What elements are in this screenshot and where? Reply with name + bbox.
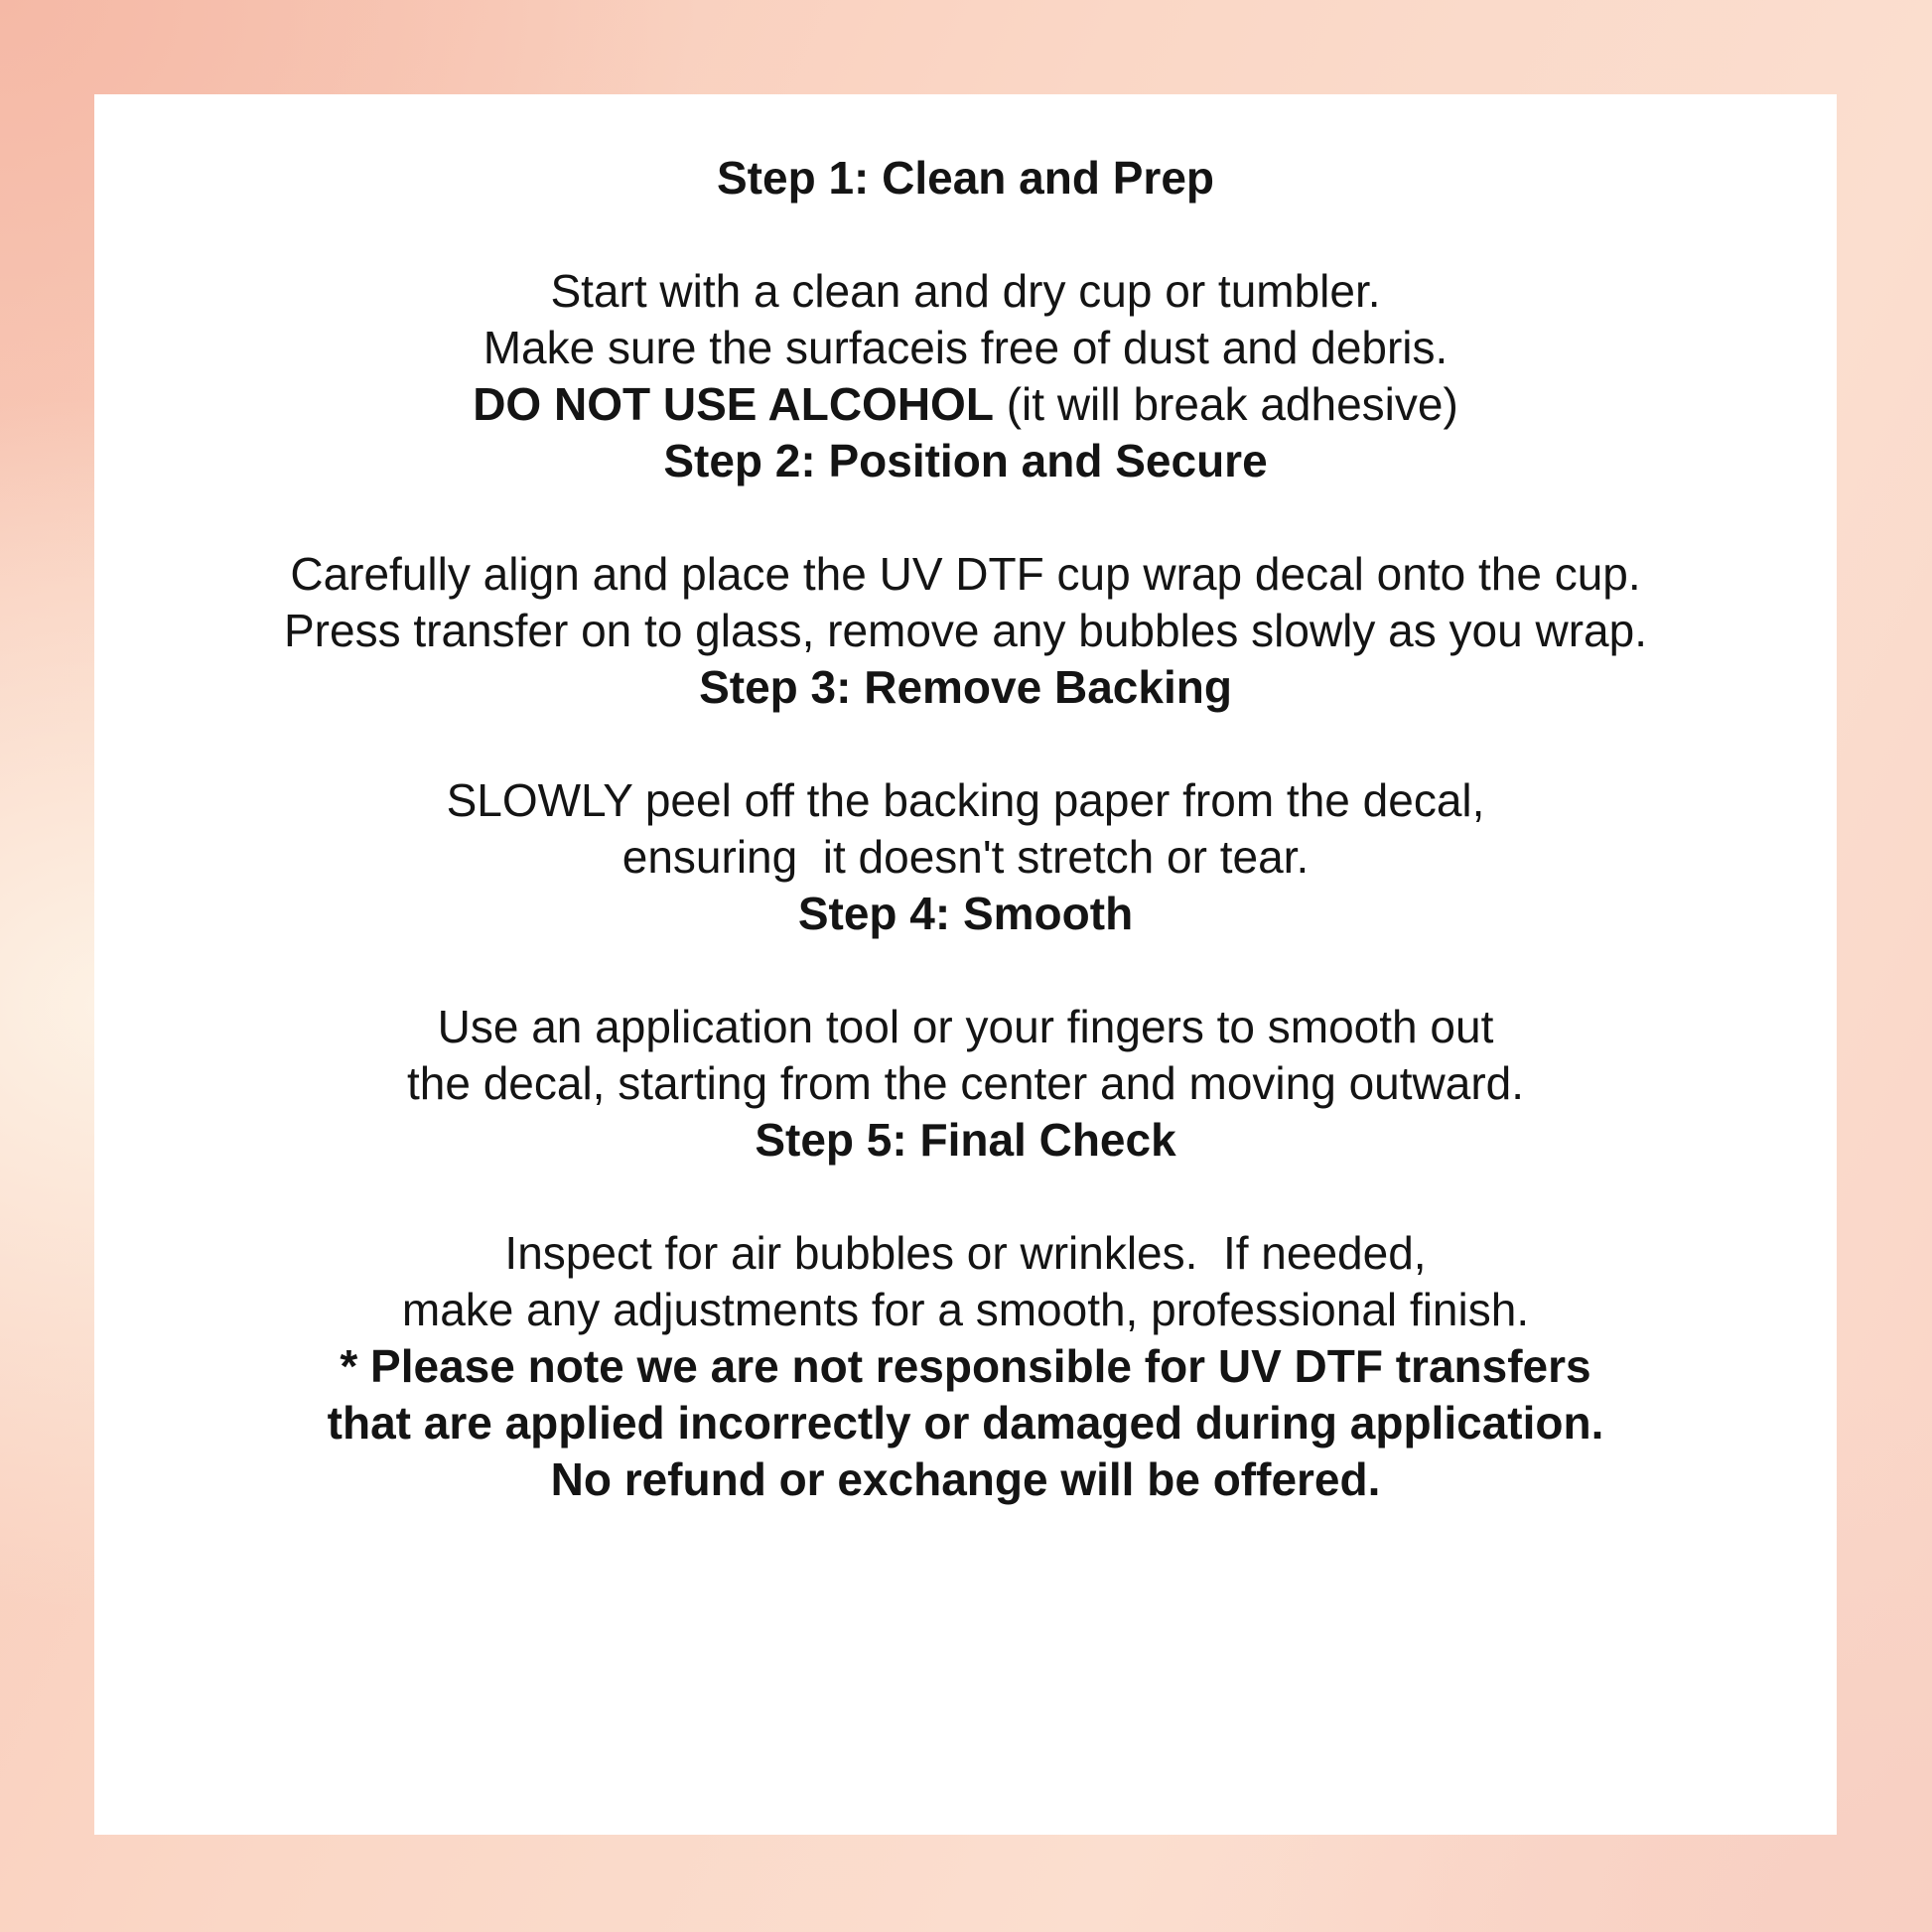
- instruction-line: Make sure the surfaceis free of dust and debris.: [483, 322, 1449, 373]
- step-5-body: [94, 1225, 1837, 1338]
- step-4-heading: Step 4: Smooth: [797, 888, 1134, 939]
- disclaimer-line: * Please note we are not responsible for UV DTF transfers: [340, 1340, 1591, 1392]
- step-1-heading: Step 1: Clean and Prep: [716, 152, 1214, 204]
- instruction-line: Inspect for air bubbles or wrinkles. If needed,: [504, 1227, 1427, 1279]
- alcohol-warning-bold: DO NOT USE ALCOHOL: [473, 378, 994, 430]
- instruction-line: the decal, starting from the center and moving outward.: [406, 1057, 1525, 1109]
- instruction-line: SLOWLY peel off the backing paper from the decal,: [446, 774, 1485, 826]
- disclaimer: [94, 1338, 1837, 1508]
- disclaimer-line: No refund or exchange will be offered.: [550, 1453, 1381, 1505]
- step-3-body: [94, 772, 1837, 886]
- step-3-heading: Step 3: Remove Backing: [699, 661, 1232, 713]
- alcohol-warning-regular: (it will break adhesive): [993, 378, 1458, 430]
- instruction-line: Start with a clean and dry cup or tumbler.: [550, 265, 1381, 317]
- instruction-line: make any adjustments for a smooth, professional finish.: [401, 1284, 1530, 1335]
- step-5-section: [134, 1112, 1797, 1169]
- step-2-body: [94, 546, 1837, 659]
- instruction-line: Use an application tool or your fingers to smooth out: [437, 1001, 1494, 1052]
- step-2-section: [134, 433, 1797, 489]
- instruction-line: Carefully align and place the UV DTF cup wrap decal onto the cup.: [290, 548, 1641, 600]
- disclaimer-line: that are applied incorrectly or damaged during application.: [327, 1397, 1604, 1449]
- instruction-line: Press transfer on to glass, remove any bubbles slowly as you wrap.: [284, 605, 1647, 656]
- step-1-body: [94, 263, 1837, 433]
- step-3-section: [134, 659, 1797, 716]
- step-1-section: [134, 150, 1797, 207]
- instruction-line: ensuring it doesn't stretch or tear.: [621, 831, 1310, 883]
- step-2-heading: Step 2: Position and Secure: [663, 435, 1268, 486]
- alcohol-warning-line: [94, 376, 1837, 433]
- instruction-card: [94, 94, 1837, 1835]
- step-5-heading: Step 5: Final Check: [755, 1114, 1176, 1166]
- step-4-body: [94, 999, 1837, 1112]
- step-4-section: [134, 886, 1797, 942]
